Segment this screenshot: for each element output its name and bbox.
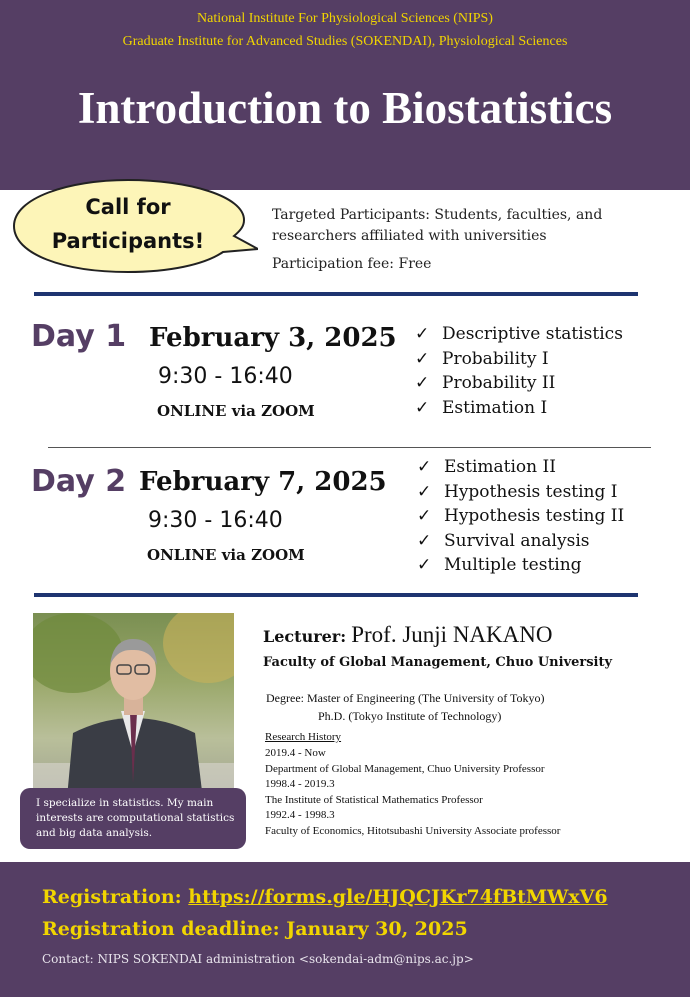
check-icon: ✓ [417, 555, 432, 575]
divider-bottom [34, 593, 638, 597]
list-item: ✓ Survival analysis [417, 530, 590, 551]
page-title: Introduction to Biostatistics [77, 83, 613, 133]
check-icon: ✓ [417, 530, 432, 551]
list-item: 2019.4 - Now [265, 747, 326, 759]
list-item: ✓ Probability II [415, 373, 556, 393]
targeted-participants: Targeted Participants: Students, faculties, and researchers affiliated with universities [272, 207, 603, 244]
list-item: The Institute of Statistical Mathematics Professor [265, 793, 483, 806]
degree-line-2: Ph.D. (Tokyo Institute of Technology) [318, 709, 502, 723]
list-item: 1998.4 - 2019.3 [265, 778, 335, 790]
registration-label: Registration: [42, 886, 182, 908]
graduate-institute-name: Graduate Institute for Advanced Studies (SOKENDAI), Physiological Sciences [122, 34, 568, 49]
list-item: ✓ Hypothesis testing II [417, 506, 625, 526]
divider-top [34, 292, 638, 296]
research-history-list [265, 746, 560, 839]
participation-fee: Participation fee: Free [272, 256, 432, 272]
list-item: ✓ Descriptive statistics [415, 324, 623, 344]
day2-date: February 7, 2025 [139, 467, 387, 497]
day1-date: February 3, 2025 [149, 323, 397, 353]
degree-line-1: Degree: Master of Engineering (The University of Tokyo) [266, 691, 545, 705]
list-item: Department of Global Management, Chuo University Professor [265, 762, 545, 775]
check-icon: ✓ [415, 348, 430, 369]
registration-link[interactable]: https://forms.gle/HJQCJKr74fBtMWxV6 [188, 886, 608, 908]
deadline-line [42, 918, 468, 940]
divider-days [48, 447, 651, 448]
list-item: ✓ Probability I [415, 348, 549, 369]
check-icon: ✓ [417, 506, 432, 526]
day1-label: Day 1 [31, 319, 127, 354]
deadline-label: Registration deadline: [42, 918, 280, 940]
check-icon: ✓ [415, 397, 430, 418]
list-item: 1992.4 - 1998.3 [265, 809, 335, 821]
day2-time: 9:30 - 16:40 [148, 508, 283, 533]
check-icon: ✓ [417, 481, 432, 502]
day1-topic-list [415, 324, 623, 422]
call-for-participants-text [40, 190, 216, 258]
list-item: ✓ Multiple testing [417, 555, 582, 575]
degree-block [266, 689, 545, 725]
day2-label: Day 2 [31, 464, 127, 499]
lecturer-heading [263, 622, 552, 648]
day2-mode: ONLINE via ZOOM [147, 546, 305, 564]
list-item: ✓ Estimation I [415, 397, 548, 418]
lecturer-affiliation: Faculty of Global Management, Chuo University [263, 655, 613, 670]
list-item: ✓ Hypothesis testing I [417, 481, 618, 502]
callout-line-1: Call for [85, 195, 171, 219]
research-history-title: Research History [265, 731, 342, 743]
institute-name: National Institute For Physiological Sciences (NIPS) [197, 11, 493, 26]
list-item: ✓ Estimation II [417, 457, 556, 477]
day2-topic-list [417, 457, 624, 580]
list-item: Faculty of Economics, Hitotsubashi University Associate professor [265, 824, 561, 837]
registration-line [42, 886, 608, 908]
callout-line-2: Participants! [51, 229, 205, 253]
lecturer-bio: I specialize in statistics. My main interests are computational statistics and big data analysis. [20, 788, 246, 849]
day1-mode: ONLINE via ZOOM [157, 402, 315, 420]
check-icon: ✓ [415, 324, 430, 344]
deadline-date: January 30, 2025 [286, 918, 468, 940]
lecturer-label: Lecturer: [263, 627, 347, 646]
contact-info: Contact: NIPS SOKENDAI administration <sokendai-adm@nips.ac.jp> [42, 952, 474, 966]
check-icon: ✓ [417, 457, 432, 477]
lecturer-name: Prof. Junji NAKANO [351, 622, 553, 647]
call-for-participants-bubble [8, 174, 258, 284]
day1-time: 9:30 - 16:40 [158, 364, 293, 389]
check-icon: ✓ [415, 373, 430, 393]
